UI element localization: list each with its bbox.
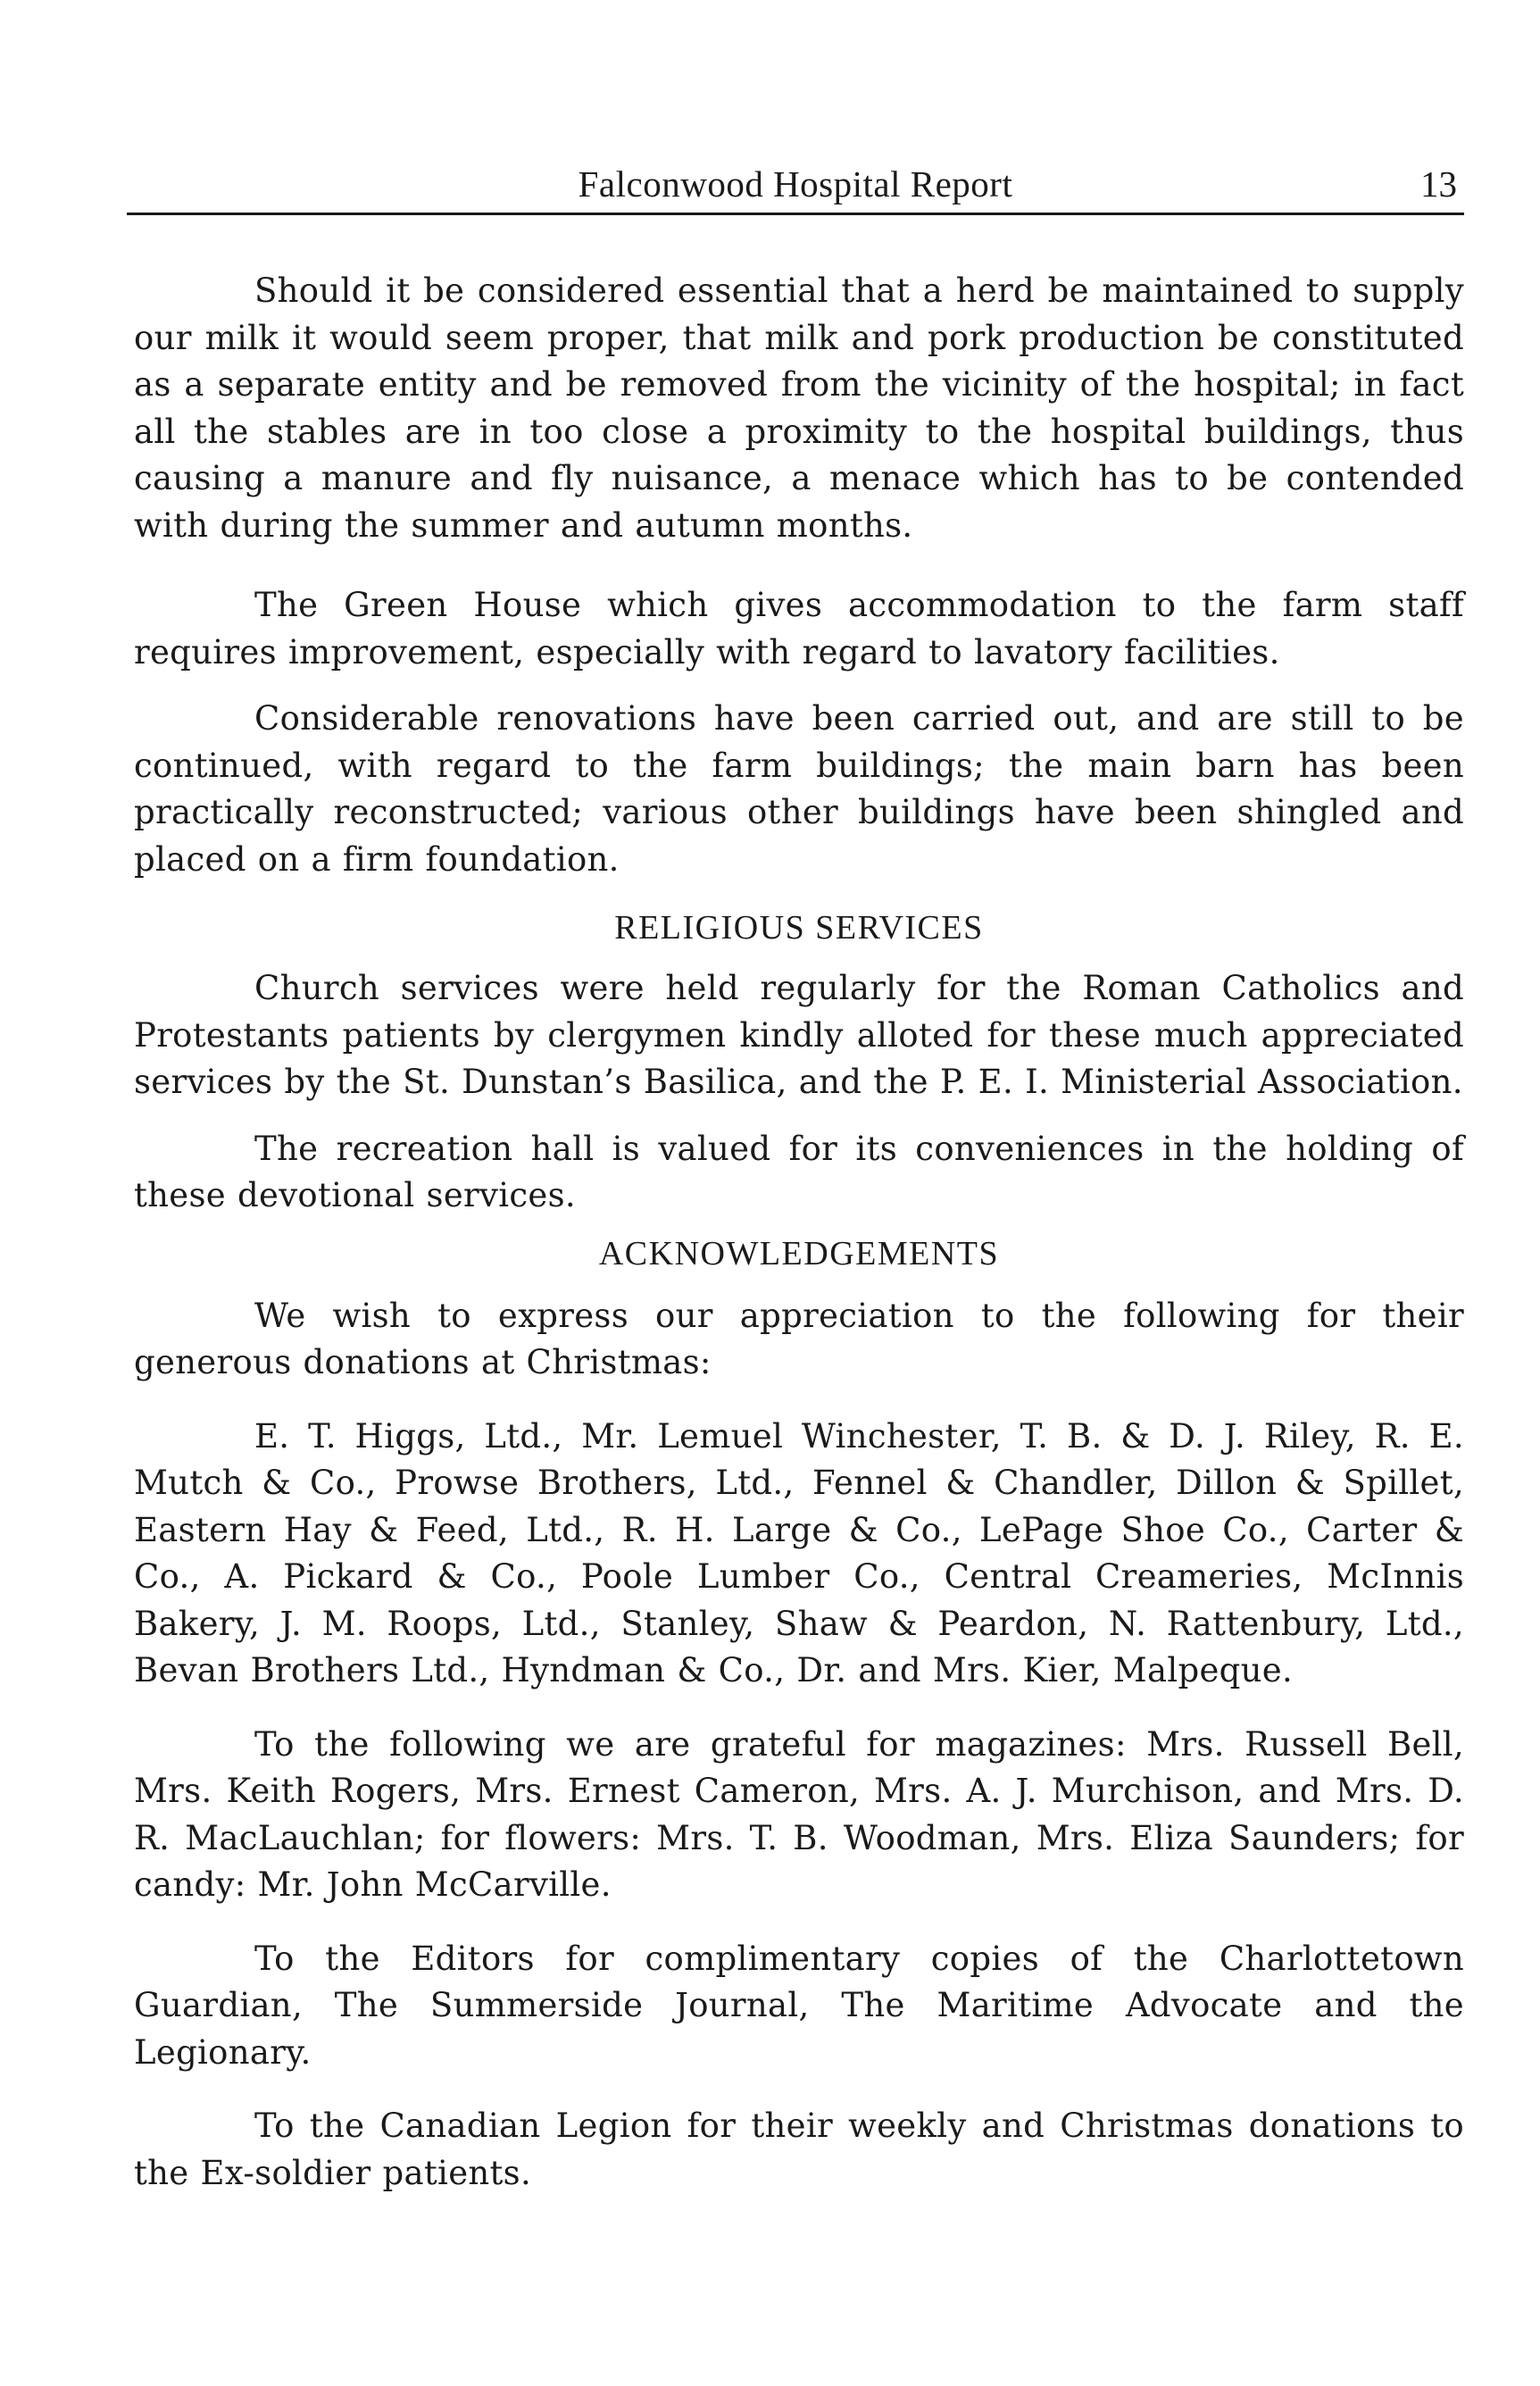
paragraph-herd: Should it be considered essential that a herd be maintained to supply our milk it would seem proper, that milk and pork production be constituted as a separate entity and be removed from the vicinity of the hospital; in fact all the stables are in too close a proximity to the hospital buildings, thus causing a manure and fly nuisance, a menace which has to be contended with during the summer and autumn months. (134, 271, 1464, 545)
paragraph-church-services: Church services were held regularly for the Roman Catholics and Protestants patients by clergymen kindly alloted for these much appreciated services by the St. Dunstan’s Basilica, and the P. E. I. Ministerial Association. (134, 969, 1464, 1101)
paragraph-donors-list: E. T. Higgs, Ltd., Mr. Lemuel Winchester, T. B. & D. J. Riley, R. E. Mutch & Co., Prowse Brothers, Ltd., Fennel & Chandler, Dillon & Spillet, Eastern Hay & Feed, Ltd., R. H. Large & Co., LePage Shoe Co., Carter & Co., A. Pickard & Co., Poole Lumber Co., Central Creameries, McInnis Bakery, J. M. Roops, Ltd., Stanley, Shaw & Peardon, N. Rattenbury, Ltd., Bevan Brothers Ltd., Hyndman & Co., Dr. and Mrs. Kier, Malpeque. (134, 1416, 1464, 1689)
paragraph-editors: To the Editors for complimentary copies of the Charlottetown Guardian, The Summerside Journal, The Maritime Advocate and the Legionary. (134, 1939, 1464, 2072)
heading-religious-services: RELIGIOUS SERVICES (614, 909, 984, 947)
running-title: Falconwood Hospital Report (578, 163, 1013, 204)
body-text (134, 268, 1464, 2197)
paragraph-appreciation: We wish to express our appreciation to the following for their generous donations at Christmas: (134, 1296, 1464, 1381)
running-header (127, 161, 1464, 207)
header-rule (127, 213, 1464, 215)
heading-acknowledgements: ACKNOWLEDGEMENTS (598, 1234, 1000, 1272)
paragraph-renovations: Considerable renovations have been carried out, and are still to be continued, with regard to the farm buildings; the main barn has been practically reconstructed; various other buildings have been shingled and placed on a firm foundation. (134, 699, 1464, 879)
page-number: 13 (1420, 163, 1457, 204)
paragraph-green-house: The Green House which gives accommodation to the farm staff requires improvement, especially with regard to lavatory facilities. (134, 586, 1464, 672)
paragraph-magazines-flowers: To the following we are grateful for magazines: Mrs. Russell Bell, Mrs. Keith Rogers, Mrs. Ernest Cameron, Mrs. A. J. Murchison, and Mrs. D. R. MacLauchlan; for flowers: Mrs. T. B. Woodman, Mrs. Eliza Saunders; for candy: Mr. John McCarville. (134, 1724, 1464, 1904)
paragraph-canadian-legion: To the Canadian Legion for their weekly and Christmas donations to the Ex-soldier patients. (134, 2107, 1464, 2192)
paragraph-recreation-hall: The recreation hall is valued for its conveniences in the holding of these devotional services. (134, 1129, 1464, 1214)
